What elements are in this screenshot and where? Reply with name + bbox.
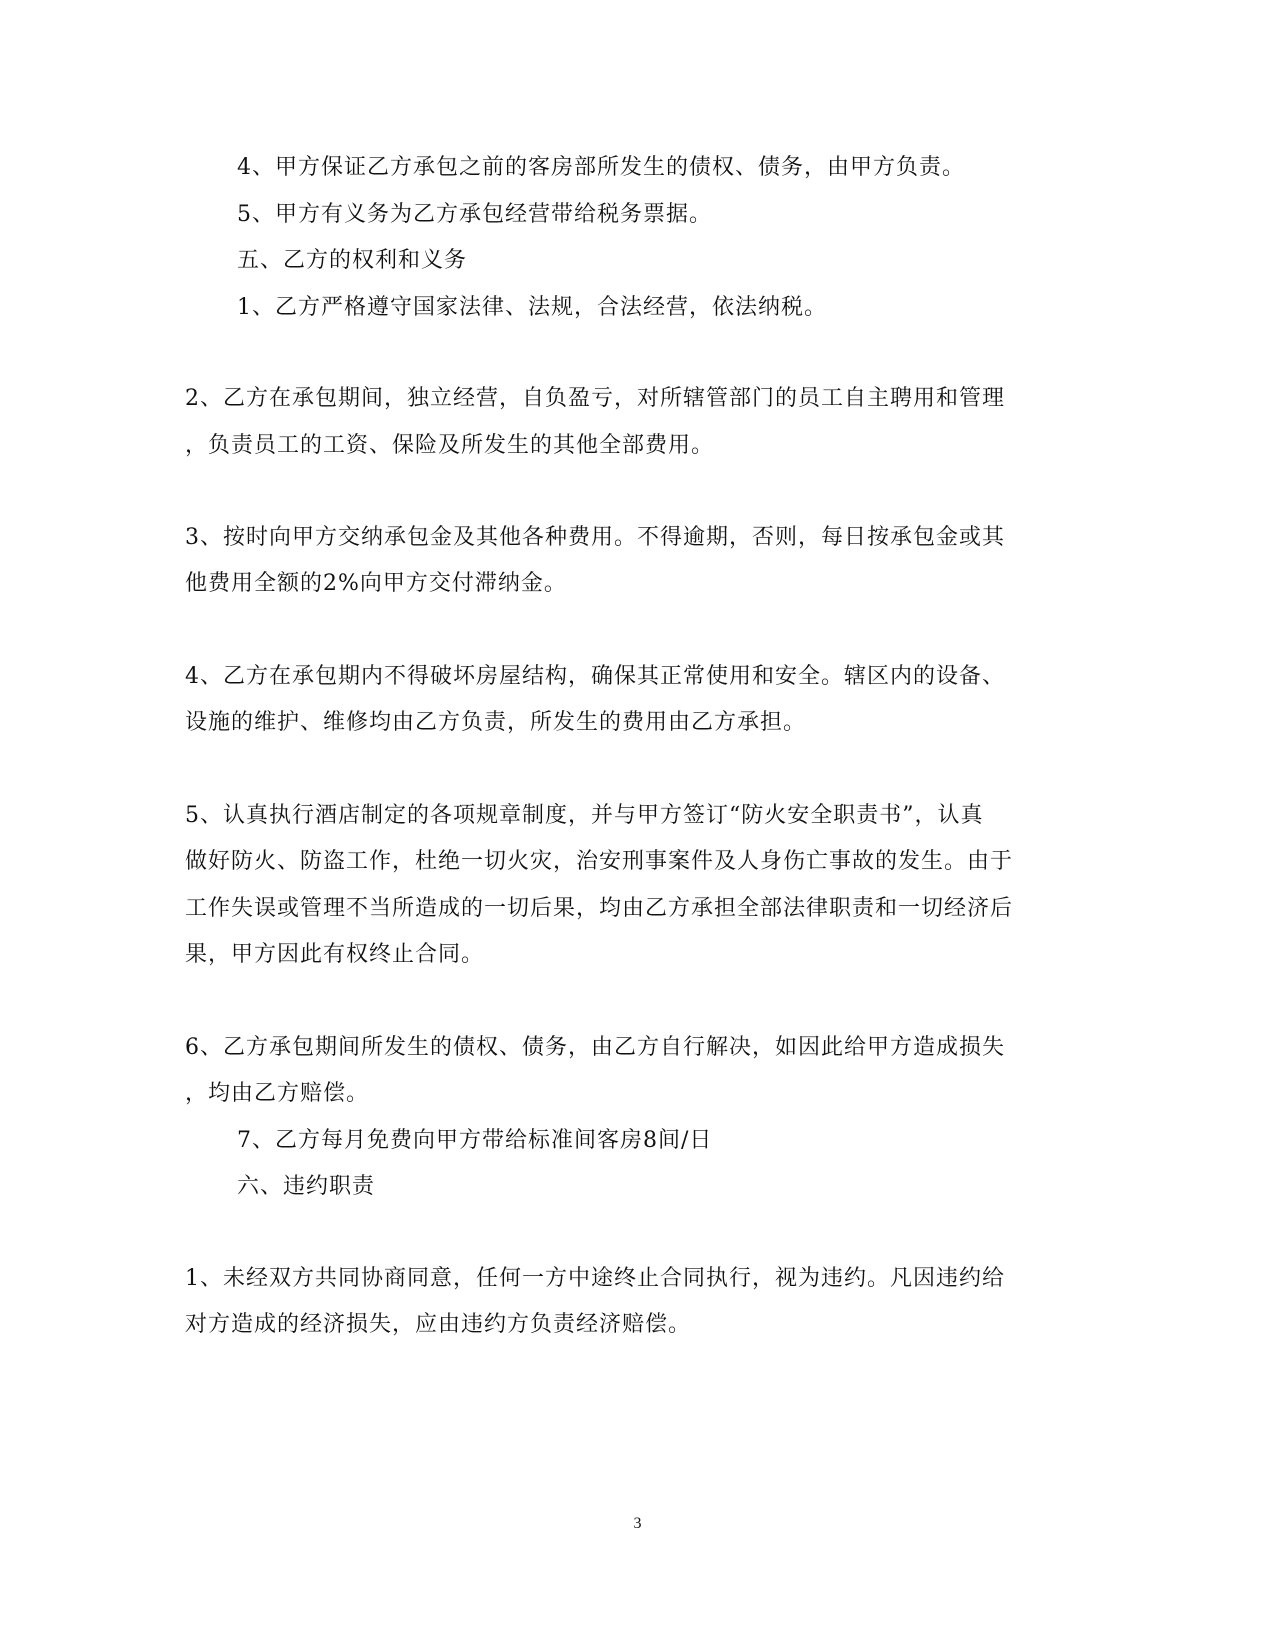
clause-text: 工作失误或管理不当所造成的一切后果，均由乙方承担全部法律职责和一切经济后 — [185, 896, 1014, 921]
page-number: 3 — [633, 1515, 642, 1532]
clause-text: 1、乙方严格遵守国家法律、法规，合法经营，依法纳税。 — [237, 295, 827, 320]
clause-text: 3、按时向甲方交纳承包金及其他各种费用。不得逾期，否则，每日按承包金或其 — [185, 525, 1005, 550]
clause-text: 2、乙方在承包期间，独立经营，自负盈亏，对所辖管部门的员工自主聘用和管理 — [185, 386, 1005, 411]
clause-text: 设施的维护、维修均由乙方负责，所发生的费用由乙方承担。 — [185, 710, 807, 735]
clause-text: 对方造成的经济损失，应由违约方负责经济赔偿。 — [185, 1312, 692, 1337]
clause-text: ，负责员工的工资、保险及所发生的其他全部费用。 — [185, 433, 715, 458]
clause-text: 1、未经双方共同协商同意，任何一方中途终止合同执行，视为违约。凡因违约给 — [185, 1266, 1005, 1291]
clause-text: 4、乙方在承包期内不得破坏房屋结构，确保其正常使用和安全。辖区内的设备、 — [185, 664, 1005, 689]
clause-text: ，均由乙方赔偿。 — [185, 1081, 370, 1106]
clause-text: 6、乙方承包期间所发生的债权、债务，由乙方自行解决，如因此给甲方造成损失 — [185, 1035, 1005, 1060]
clause-text: 做好防火、防盗工作，杜绝一切火灾，治安刑事案件及人身伤亡事故的发生。由于 — [185, 849, 1014, 874]
section-heading: 五、乙方的权利和义务 — [237, 248, 468, 273]
clause-text: 果，甲方因此有权终止合同。 — [185, 942, 485, 967]
clause-text: 他费用全额的2%向甲方交付滞纳金。 — [185, 571, 567, 596]
clause-text: 5、甲方有义务为乙方承包经营带给税务票据。 — [237, 202, 712, 227]
clause-text: 7、乙方每月免费向甲方带给标准间客房8间/日 — [237, 1128, 713, 1153]
clause-text: 5、认真执行酒店制定的各项规章制度，并与甲方签订“防火安全职责书”，认真 — [185, 803, 984, 828]
clause-text: 4、甲方保证乙方承包之前的客房部所发生的债权、债务，由甲方负责。 — [237, 155, 965, 180]
section-heading: 六、违约职责 — [237, 1174, 376, 1199]
